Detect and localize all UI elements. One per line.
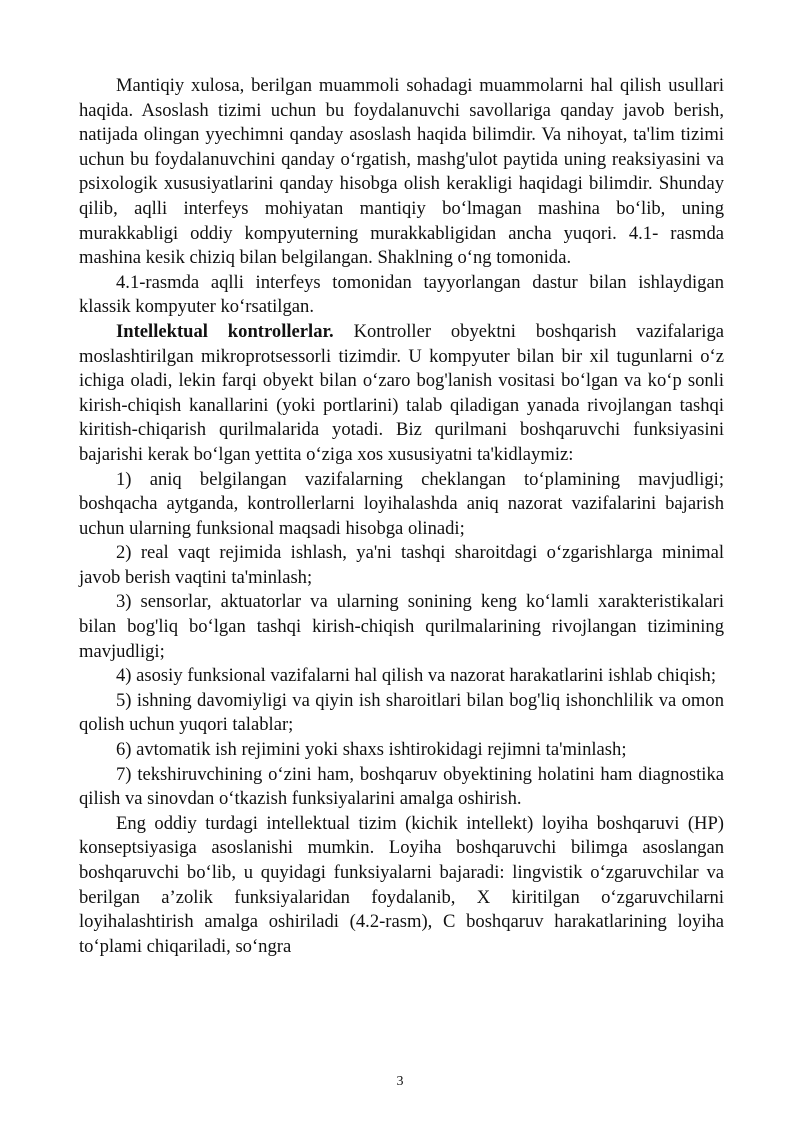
paragraph-text: Mantiqiy xulosa, berilgan muammoli sohadagi muammolarni hal qilish usullari haqida. Asoslash tizimi uchun bu foydalanuvchi savollariga qanday javob berish, natijada olingan yyechimni qanday asoslash haqida bilimdir. Va nihoyat, ta'lim tizimi uchun bu foydalanuvchini qanday oʻrgatish, mashg'ulot paytida uning reaksiyasini va psixologik xususiyatlarini qanday hisobga olish kerakligi haqidagi bilimdir. Shunday qilib, aqlli interfeys mohiyatan mantiqiy boʻlmagan mashina boʻlib, uning murakkabligi oddiy kompyuterning murakkabligidan ancha yuqori. 4.1- rasmda mashina kesik chiziq bilan belgilangan. Shaklning oʻng tomonida.: [79, 75, 724, 269]
paragraph-text: 5) ishning davomiyligi va qiyin ish sharoitlari bilan bog'liq ishonchlilik va omon qolish uchun yuqori talablar;: [79, 689, 724, 736]
paragraph-text: 2) real vaqt rejimida ishlash, ya'ni tashqi sharoitdagi oʻzgarishlarga minimal javob berish vaqtini ta'minlash;: [79, 542, 724, 588]
list-item-4: [79, 664, 724, 689]
list-item-1: [79, 468, 724, 542]
list-item-2: [79, 541, 724, 590]
paragraph-text: Eng oddiy turdagi intellektual tizim (kichik intellekt) loyiha boshqaruvi (HP) konseptsiyasiga asoslanishi mumkin. Loyiha boshqaruvchi bilimga asoslangan boshqaruvchi boʻlib, u quyidagi funksiyalarni bajaradi: lingvistik oʻzgaruvchilar va berilgan aʼzolik funksiyalaridan foydalanib, X kiritilgan oʻzgaruvchilarni loyihalashtirish amalga oshiriladi (4.2-rasm), C boshqaruv harakatlarining loyiha toʻplami chiqariladi, soʻngra: [79, 812, 724, 957]
paragraph-1: [79, 74, 724, 271]
list-item-7: [79, 763, 724, 812]
page-number: 3: [396, 1074, 404, 1089]
document-body: [79, 74, 724, 959]
list-item-5: [79, 689, 724, 738]
paragraph-text: 4) asosiy funksional vazifalarni hal qilish va nazorat harakatlarini ishlab chiqish;: [116, 665, 716, 687]
paragraph-2: [79, 271, 724, 320]
paragraph-text: 6) avtomatik ish rejimini yoki shaxs ishtirokidagi rejimni ta'minlash;: [116, 739, 627, 761]
paragraph-last: [79, 812, 724, 960]
paragraph-3: [79, 320, 724, 468]
paragraph-text: 7) tekshiruvchining oʻzini ham, boshqaruv obyektining holatini ham diagnostika qilish va sinovdan oʻtkazish funksiyalarini amalga oshirish.: [79, 763, 724, 810]
list-item-6: [79, 738, 724, 763]
paragraph-text: 1) aniq belgilangan vazifalarning cheklangan toʻplamining mavjudligi; boshqacha aytganda, kontrollerlarni loyihalashda aniq nazorat vazifalarini bajarish uchun ularning funksional maqsadi hisobga olinadi;: [79, 468, 724, 539]
list-item-3: [79, 590, 724, 664]
paragraph-text: Kontroller obyektni boshqarish vazifalariga moslashtirilgan mikroprotsessorli tizimdir. U kompyuter bilan bir xil tugunlarni oʻz ichiga oladi, lekin farqi obyekt bilan oʻzaro bog'lanish vositasi boʻlgan va koʻp sonli kirish-chiqish kanallarini (yoki portlarini) talab qiladigan yanada rivojlangan tashqi kiritish-chiqarish qurilmalarida yotadi. Biz qurilmani boshqaruvchi funksiyasini bajarishi kerak boʻlgan yettita oʻziga xos xususiyatni ta'kidlaymiz:: [79, 320, 724, 465]
paragraph-text: 4.1-rasmda aqlli interfeys tomonidan tayyorlangan dastur bilan ishlaydigan klassik kompyuter koʻrsatilgan.: [79, 271, 724, 318]
paragraph-text: 3) sensorlar, aktuatorlar va ularning sonining keng koʻlamli xarakteristikalari bilan bog'liq boʻlgan tashqi kirish-chiqish qurilmalarining rivojlangan tizimining mavjudligi;: [79, 591, 724, 662]
paragraph-heading: Intellektual kontrollerlar.: [116, 320, 334, 342]
